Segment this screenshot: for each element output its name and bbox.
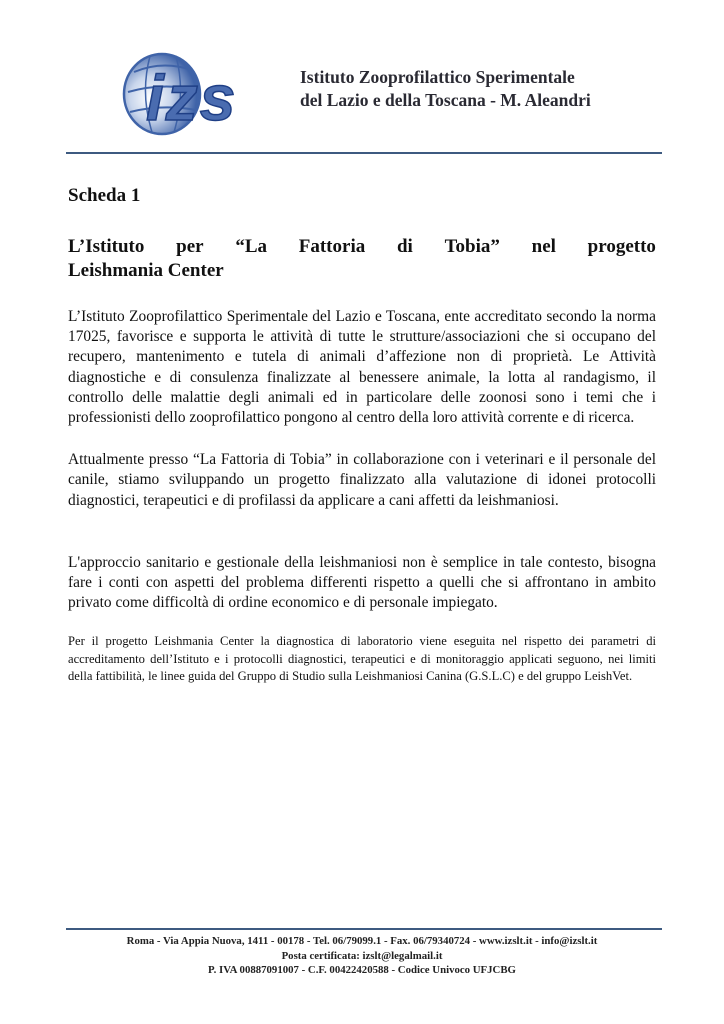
title-word: “La bbox=[235, 236, 267, 257]
paragraph-institute: L’Istituto Zooprofilattico Sperimentale del Lazio e Toscana, ente accreditato secondo la norma 17025, favorisce e supporta le attività di tutte le strutture/associazioni che si occupano del recupero, mantenimento e tutela di animali d’affezione non di proprietà. Le Attività diagnostiche e di consulenza finalizzate al benessere animale, la lotta al randagismo, il controllo delle malattie degli animali ed in particolare delle zoonosi sono i temi che i professionisti dello zooprofilattico pongono al centro della loro attività corrente e di ricerca. bbox=[68, 308, 656, 427]
title-word: L’Istituto bbox=[68, 236, 145, 257]
organization-name-line1: Istituto Zooprofilattico Sperimentale bbox=[300, 67, 575, 87]
title-word: nel bbox=[531, 236, 556, 257]
document-body bbox=[68, 184, 656, 685]
document-title-line1 bbox=[68, 235, 656, 259]
izs-logo-graphic bbox=[120, 48, 298, 136]
organization-name bbox=[300, 66, 591, 112]
title-word: Fattoria bbox=[298, 236, 366, 257]
footer-divider bbox=[66, 928, 662, 930]
document-label: Scheda 1 bbox=[68, 185, 141, 206]
footer-address: Roma - Via Appia Nuova, 1411 - 00178 - Tel. 06/79099.1 - Fax. 06/79340724 - www.izslt.it - info@izslt.it bbox=[126, 935, 598, 947]
document-title-line2: Leishmania Center bbox=[68, 260, 224, 281]
paragraph-diagnostics: Per il progetto Leishmania Center la diagnostica di laboratorio viene eseguita nel rispetto dei parametri di accreditamento dell’Istituto e i protocolli diagnostici, terapeutici e di monitoraggio applicati seguono, nei limiti della fattibilità, le linee guida del Gruppo di Studio sulla Leishmaniosi Canina (G.S.L.C) e del gruppo LeishVet. bbox=[68, 634, 656, 683]
izs-logo bbox=[120, 48, 298, 136]
paragraph-project: Attualmente presso “La Fattoria di Tobia” in collaborazione con i veterinari e il personale del canile, stiamo sviluppando un progetto finalizzato alla valutazione di idonei protocolli diagnostici, terapeutici e di profilassi da applicare a cani affetti da leishmaniosi. bbox=[68, 451, 656, 509]
title-word: progetto bbox=[587, 236, 656, 257]
document-title bbox=[68, 235, 656, 283]
paragraph-approach: L'approccio sanitario e gestionale della leishmaniosi non è semplice in tale contesto, bisogna fare i conti con aspetti del problema differenti rispetto a quelli che si affrontano in ambito privato come difficoltà di ordine economico e di personale impiegato. bbox=[68, 553, 656, 612]
footer-contacts bbox=[62, 934, 662, 978]
title-word: Tobia” bbox=[444, 236, 500, 257]
logo-lettering: izs bbox=[146, 62, 238, 134]
footer-pec: Posta certificata: izslt@legalmail.it bbox=[281, 949, 443, 962]
title-word: di bbox=[396, 236, 413, 257]
header-divider bbox=[66, 152, 662, 154]
organization-name-line2: del Lazio e della Toscana - M. Aleandri bbox=[300, 90, 591, 110]
title-word: per bbox=[176, 236, 204, 257]
footer-tax-ids: P. IVA 00887091007 - C.F. 00422420588 - Codice Univoco UFJCBG bbox=[208, 964, 516, 977]
